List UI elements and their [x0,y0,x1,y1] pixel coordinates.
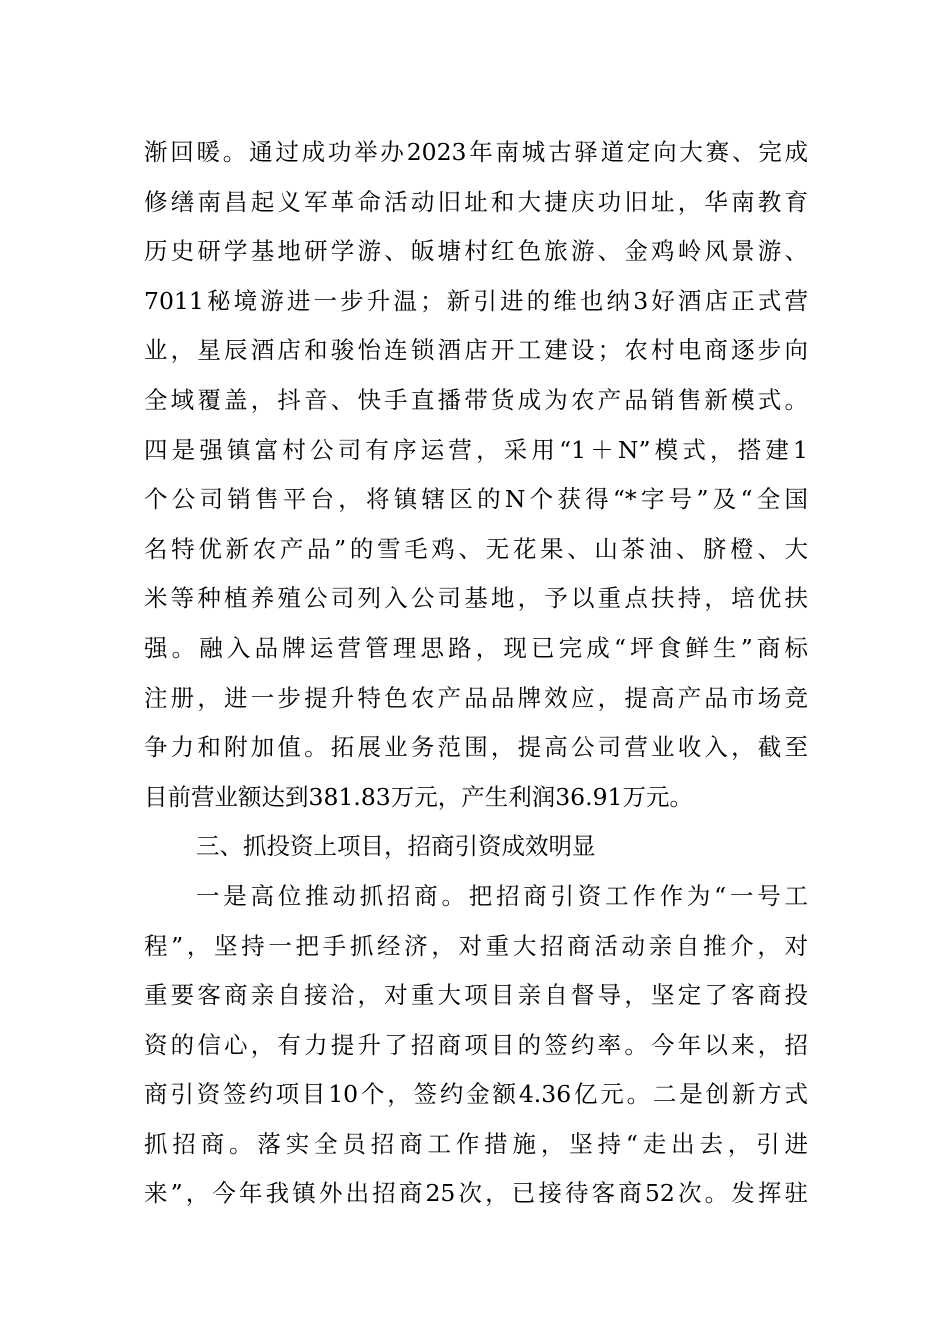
text-line: 争力和附加值。拓展业务范围，提高公司营业收入，截至 [144,733,808,762]
text-line: 目前营业额达到381.83万元，产生利润36.91万元。 [144,782,694,811]
text-line: 个公司销售平台，将镇辖区的N个获得“*字号”及“全国 [144,485,808,514]
text-line: 修缮南昌起义军革命活动旧址和大捷庆功旧址，华南教育 [144,187,808,216]
text-line: 业，星辰酒店和骏怡连锁酒店开工建设；农村电商逐步向 [144,336,808,365]
text-line: 7011秘境游进一步升温；新引进的维也纳3好酒店正式营 [144,286,808,315]
text-line: 注册，进一步提升特色农产品品牌效应，提高产品市场竞 [144,683,808,712]
text-line: 全域覆盖，抖音、快手直播带货成为农产品销售新模式。 [144,385,808,414]
text-line: 商引资签约项目10个，签约金额4.36亿元。二是创新方式 [144,1080,808,1109]
text-line: 重要客商亲自接洽，对重大项目亲自督导，坚定了客商投 [144,981,808,1010]
text-line: 历史研学基地研学游、皈塘村红色旅游、金鸡岭风景游、 [144,237,808,266]
text-line: 强。融入品牌运营管理思路，现已完成“坪食鲜生”商标 [144,633,808,662]
text-line: 抓招商。落实全员招商工作措施，坚持“走出去，引进 [144,1129,808,1158]
text-line: 渐回暖。通过成功举办2023年南城古驿道定向大赛、完成 [144,138,808,166]
text-line: 三、抓投资上项目，招商引资成效明显 [196,832,596,861]
text-line: 一是高位推动抓招商。把招商引资工作作为“一号工 [196,881,808,910]
text-line: 米等种植养殖公司列入公司基地，予以重点扶持，培优扶 [144,584,808,613]
text-line: 名特优新农产品”的雪毛鸡、无花果、山茶油、脐橙、大 [144,534,808,563]
body-text [144,128,808,1219]
text-line: 程”，坚持一把手抓经济，对重大招商活动亲自推介，对 [144,931,808,960]
text-line: 资的信心，有力提升了招商项目的签约率。今年以来，招 [144,1030,808,1059]
text-line: 来”，今年我镇外出招商25次，已接待客商52次。发挥驻 [144,1179,808,1208]
text-line: 四是强镇富村公司有序运营，采用“1＋N”模式，搭建1 [144,435,808,464]
